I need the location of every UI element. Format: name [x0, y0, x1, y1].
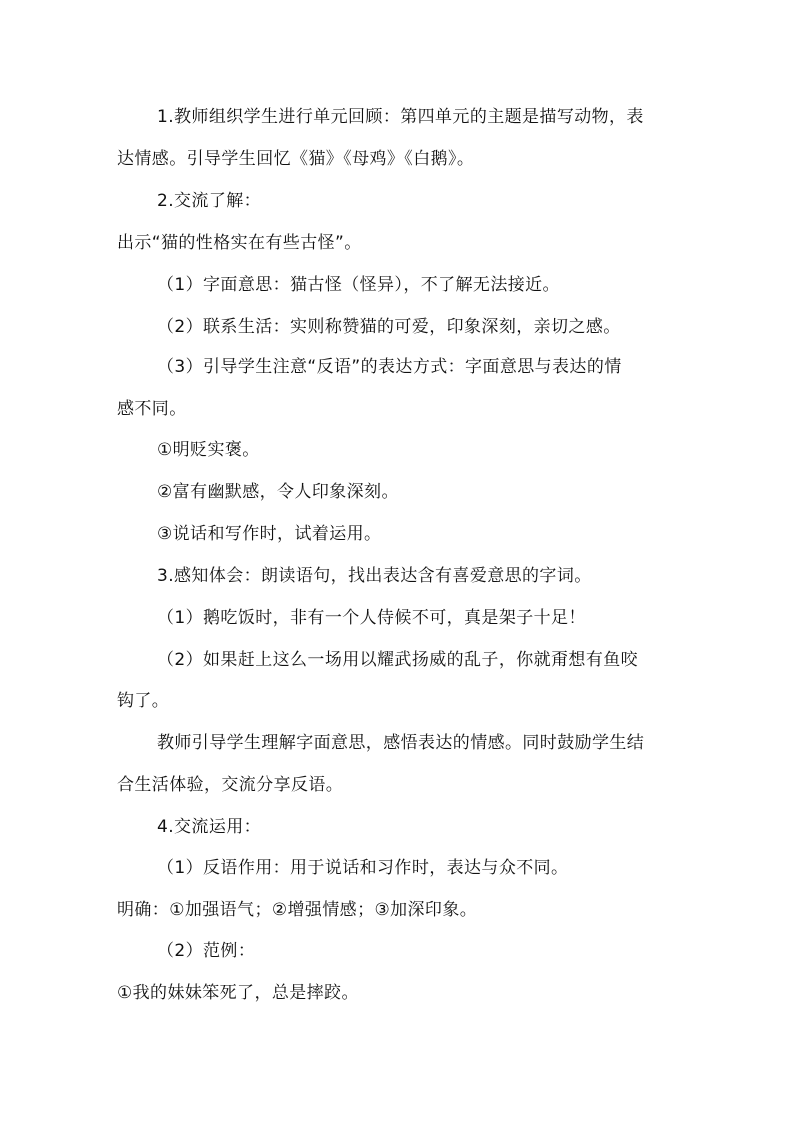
- text-line: 合生活体验，交流分享反语。: [117, 775, 344, 795]
- text-line: （1）反语作用：用于说话和习作时，表达与众不同。: [157, 858, 569, 878]
- text-line: ③说话和写作时，试着运用。: [157, 524, 382, 544]
- text-line: 钩了。: [117, 691, 170, 711]
- text-line: ①明贬实褒。: [157, 440, 260, 460]
- text-line: （1）鹅吃饭时，非有一个人侍候不可，真是架子十足！: [157, 608, 586, 628]
- text-line: （1）字面意思：猫古怪（怪异），不了解无法接近。: [157, 275, 560, 295]
- text-line: 出示“猫的性格实在有些古怪”。: [117, 233, 362, 253]
- text-line: ①我的妹妹笨死了，总是摔跤。: [117, 983, 359, 1003]
- text-line: 1.教师组织学生进行单元回顾：第四单元的主题是描写动物，表: [157, 107, 644, 127]
- text-line: 4.交流运用：: [157, 817, 262, 837]
- text-line: （2）联系生活：实则称赞猫的可爱，印象深刻，亲切之感。: [157, 317, 621, 337]
- text-line: 感不同。: [117, 399, 187, 419]
- text-line: （2）如果赶上这么一场用以耀武扬威的乱子，你就甭想有鱼咬: [157, 650, 639, 670]
- text-line: 3.感知体会：朗读语句，找出表达含有喜爱意思的字词。: [157, 566, 592, 586]
- text-line: （2）范例：: [157, 941, 256, 961]
- text-line: 达情感。引导学生回忆《猫》《母鸡》《白鹅》。: [117, 149, 475, 169]
- text-line: （3）引导学生注意“反语”的表达方式：字面意思与表达的情: [157, 357, 622, 377]
- text-line: 教师引导学生理解字面意思，感悟表达的情感。同时鼓励学生结: [157, 733, 645, 753]
- text-line: ②富有幽默感，令人印象深刻。: [157, 482, 399, 502]
- text-line: 2.交流了解：: [157, 191, 262, 211]
- text-line: 明确：①加强语气；②增强情感；③加深印象。: [117, 900, 478, 920]
